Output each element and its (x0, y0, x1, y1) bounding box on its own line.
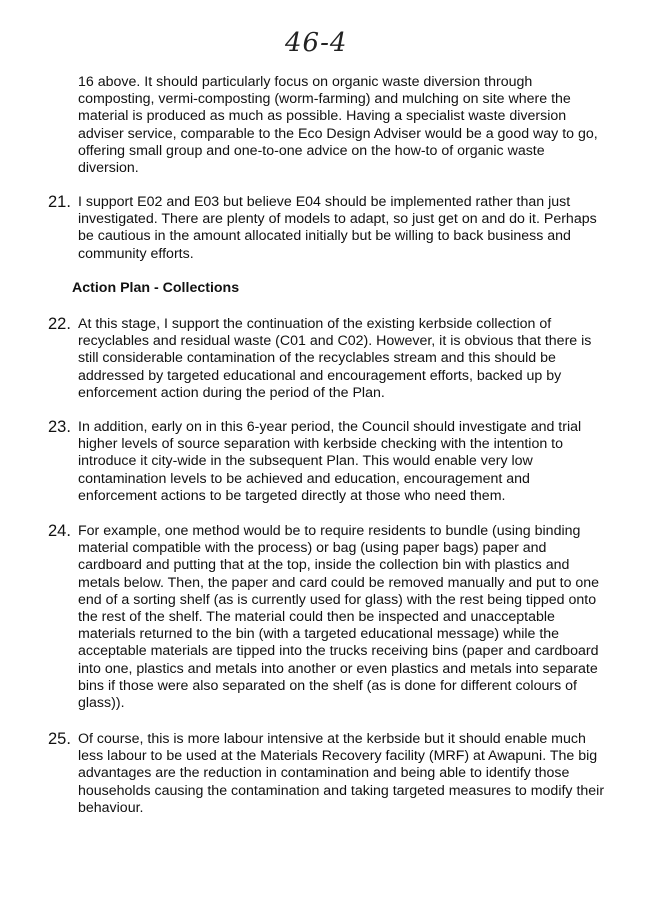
paragraph-number: 25. (48, 730, 71, 748)
handwritten-page-number: 46-4 (285, 28, 348, 58)
paragraph-text: For example, one method would be to require residents to bundle (using binding material compatible with the process) or bag (using paper bags) paper and cardboard and putting that at the top, inside the collection bin with plastics and metals below. Then, the paper and card could be removed manually and put to one end of a sorting shelf (as is currently used for glass) with the rest being tipped onto the rest of the shelf. The material could then be inspected and unacceptable materials returned to the bin (with a targeted educational message) while the acceptable materials are tipped into the trucks receiving bins (paper and cardboard into one, plastics and metals into another or even plastics and metals into separate bins if those were also separated on the shelf (as is done for different colours of glass)). (78, 523, 600, 712)
paragraph-number: 24. (48, 522, 71, 540)
intro-paragraph (78, 74, 608, 177)
intro-text: 16 above. It should particularly focus on organic waste diversion through composting, vermi-composting (worm-farming) and mulching on site where the material is produced as much as possible. Having a specialist waste diversion adviser service, comparable to the Eco Design Adviser would be a good way to go, offering small group and one-to-one advice on the how-to of organic waste diversion. (78, 74, 598, 177)
paragraph-text: At this stage, I support the continuation of the existing kerbside collection of recyclables and residual waste (C01 and C02). However, it is obvious that there is still considerable contamination of the recyclables stream and this should be addressed by targeted educational and encouragement efforts, backed up by enforcement action during the period of the Plan. (78, 316, 592, 401)
paragraph-24 (48, 522, 608, 712)
paragraph-number: 21. (48, 193, 71, 211)
paragraph-22 (48, 315, 608, 402)
paragraph-number: 23. (48, 418, 71, 436)
section-heading: Action Plan - Collections (72, 280, 240, 296)
paragraph-number: 22. (48, 315, 71, 333)
paragraph-text: In addition, early on in this 6-year period, the Council should investigate and trial higher levels of source separation with kerbside checking with the intention to introduce it city-wide in the subsequent Plan. This would enable very low contamination levels to be achieved and education, encouragement and enforcement actions to be targeted directly at those who need them. (78, 419, 582, 504)
paragraph-text: I support E02 and E03 but believe E04 should be implemented rather than just investigated. There are plenty of models to adapt, so just get on and do it. Perhaps be cautious in the amount allocated initially but be willing to back business and community efforts. (78, 194, 597, 262)
paragraph-text: Of course, this is more labour intensive at the kerbside but it should enable much less labour to be used at the Materials Recovery facility (MRF) at Awapuni. The big advantages are the reduction in contamination and being able to identify those households causing the contamination and taking targeted measures to modify their behaviour. (78, 731, 605, 816)
paragraph-21 (48, 193, 608, 263)
paragraph-23 (48, 418, 608, 505)
paragraph-25 (48, 730, 608, 817)
